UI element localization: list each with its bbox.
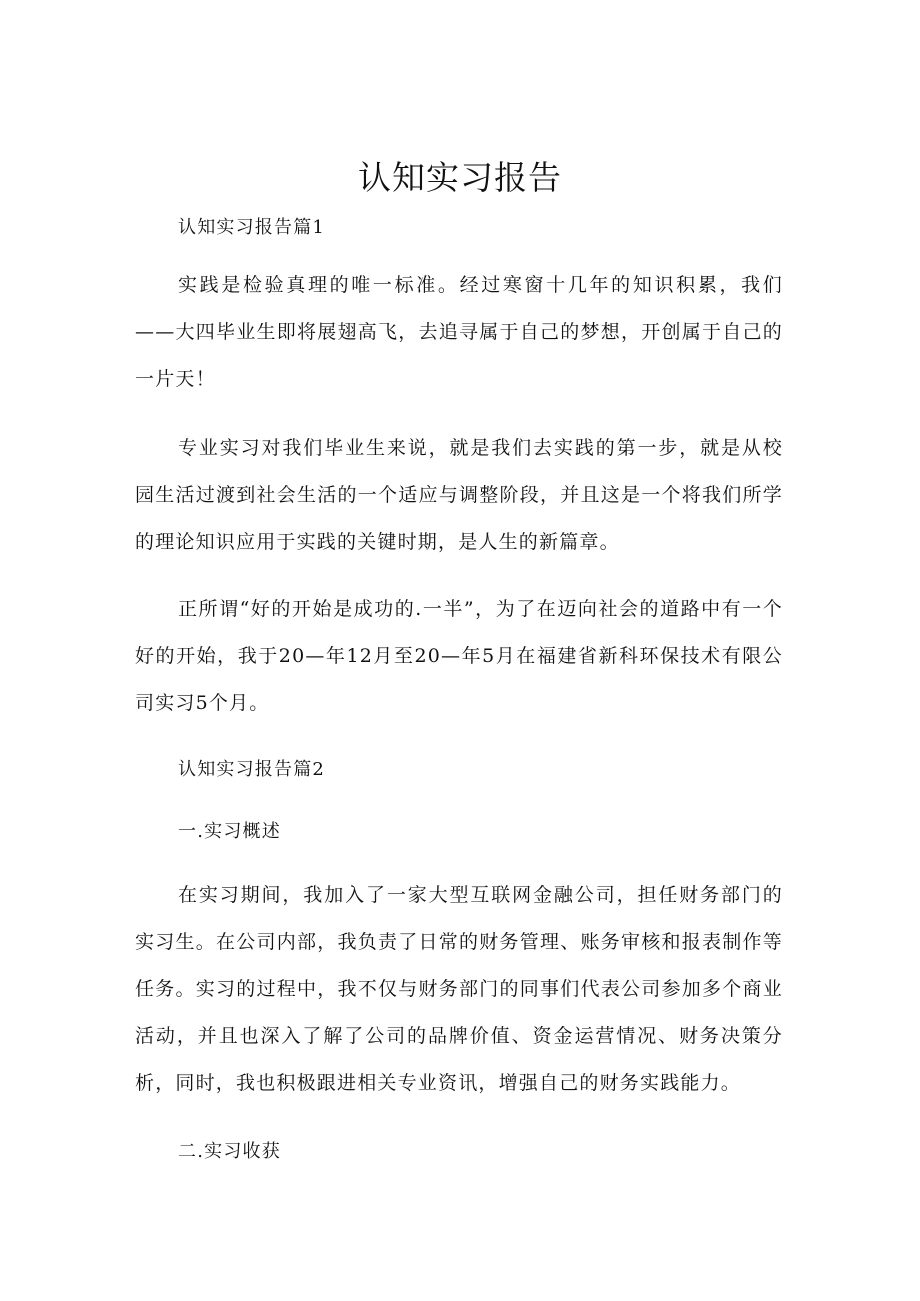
section-heading-2: 认知实习报告篇2 — [178, 759, 326, 780]
paragraph-3: 正所谓“好的开始是成功的.一半”，为了在迈向社会的道路中有一个好的开始，我于20—年12月至20—年5月在福建省新科环保技术有限公司实习5个月。 — [135, 598, 783, 714]
document-title: 认知实习报告 — [358, 158, 562, 197]
subsection-heading-gains: 二.实习收获 — [178, 1141, 281, 1162]
subsection-heading-overview: 一.实习概述 — [178, 821, 281, 842]
paragraph-4: 在实习期间，我加入了一家大型互联网金融公司，担任财务部门的实习生。在公司内部，我负责了日常的财务管理、账务审核和报表制作等任务。实习的过程中，我不仅与财务部门的同事们代表公司参加多个商业活动，并且也深入了解了公司的品牌价值、资金运营情况、财务决策分析，同时，我也积极跟进相关专业资讯，增强自己的财务实践能力。 — [135, 884, 783, 1094]
paragraph-2: 专业实习对我们毕业生来说，就是我们去实践的第一步，就是从校园生活过渡到社会生活的一个适应与调整阶段，并且这是一个将我们所学的理论知识应用于实践的关键时期，是人生的新篇章。 — [135, 437, 783, 553]
section-heading-1: 认知实习报告篇1 — [178, 217, 326, 238]
paragraph-1: 实践是检验真理的唯一标准。经过寒窗十几年的知识积累，我们——大四毕业生即将展翅高飞，去追寻属于自己的梦想，开创属于自己的一片天！ — [135, 274, 783, 390]
